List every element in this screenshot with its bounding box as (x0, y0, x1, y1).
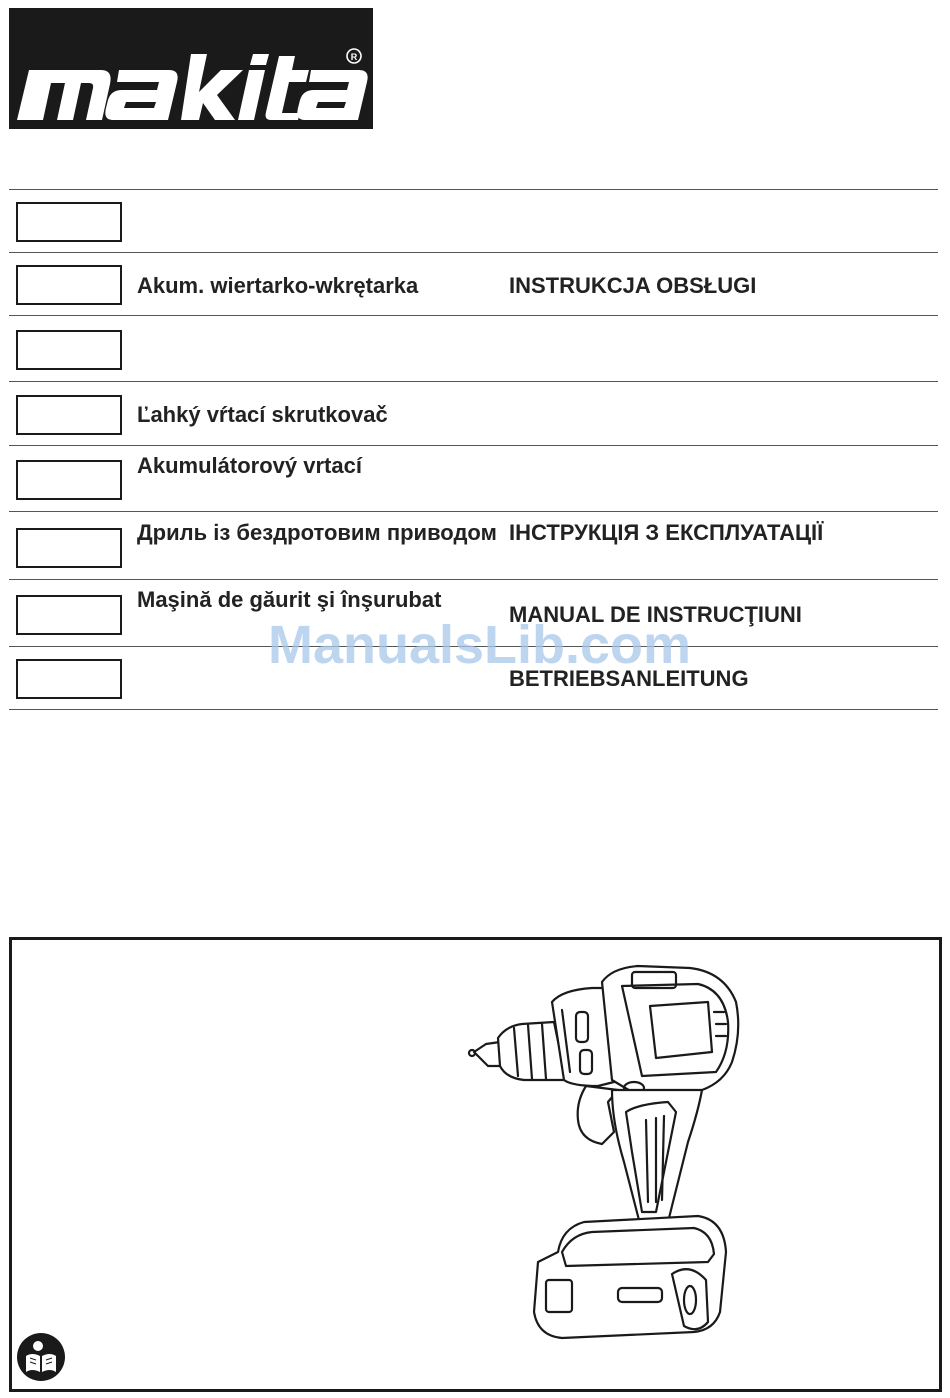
language-row (9, 445, 938, 511)
makita-logo (9, 8, 373, 129)
cordless-drill-driver-icon (462, 962, 742, 1352)
language-row (9, 315, 938, 381)
tool-name: Akumulátorový vrtací (137, 453, 362, 478)
language-code-box (16, 265, 122, 305)
language-code-box (16, 202, 122, 242)
language-code-box (16, 395, 122, 435)
language-row (9, 252, 938, 315)
tool-name: Дриль із бездротовим приводом (137, 520, 497, 545)
read-manual-icon (16, 1332, 66, 1387)
tool-name: Akum. wiertarko-wkrętarka (137, 273, 419, 298)
language-code-box (16, 528, 122, 568)
tool-name: Ľahký vŕtací skrutkovač (137, 402, 388, 427)
manual-title: MANUAL DE INSTRUCŢIUNI (509, 602, 802, 627)
language-row (9, 511, 938, 579)
language-code-box (16, 595, 122, 635)
watermark: ManualsLib.com (268, 615, 692, 675)
manual-title: INSTRUKCJA OBSŁUGI (509, 273, 757, 298)
manual-title: BETRIEBSANLEITUNG (509, 666, 749, 691)
svg-text:R: R (350, 52, 358, 62)
language-row (9, 381, 938, 445)
language-row (9, 189, 938, 252)
language-code-box (16, 659, 122, 699)
manual-title: ІНСТРУКЦІЯ З ЕКСПЛУАТАЦІЇ (509, 520, 824, 545)
language-code-box (16, 330, 122, 370)
language-code-box (16, 460, 122, 500)
tool-name: Maşină de găurit şi înşurubat (137, 587, 442, 612)
